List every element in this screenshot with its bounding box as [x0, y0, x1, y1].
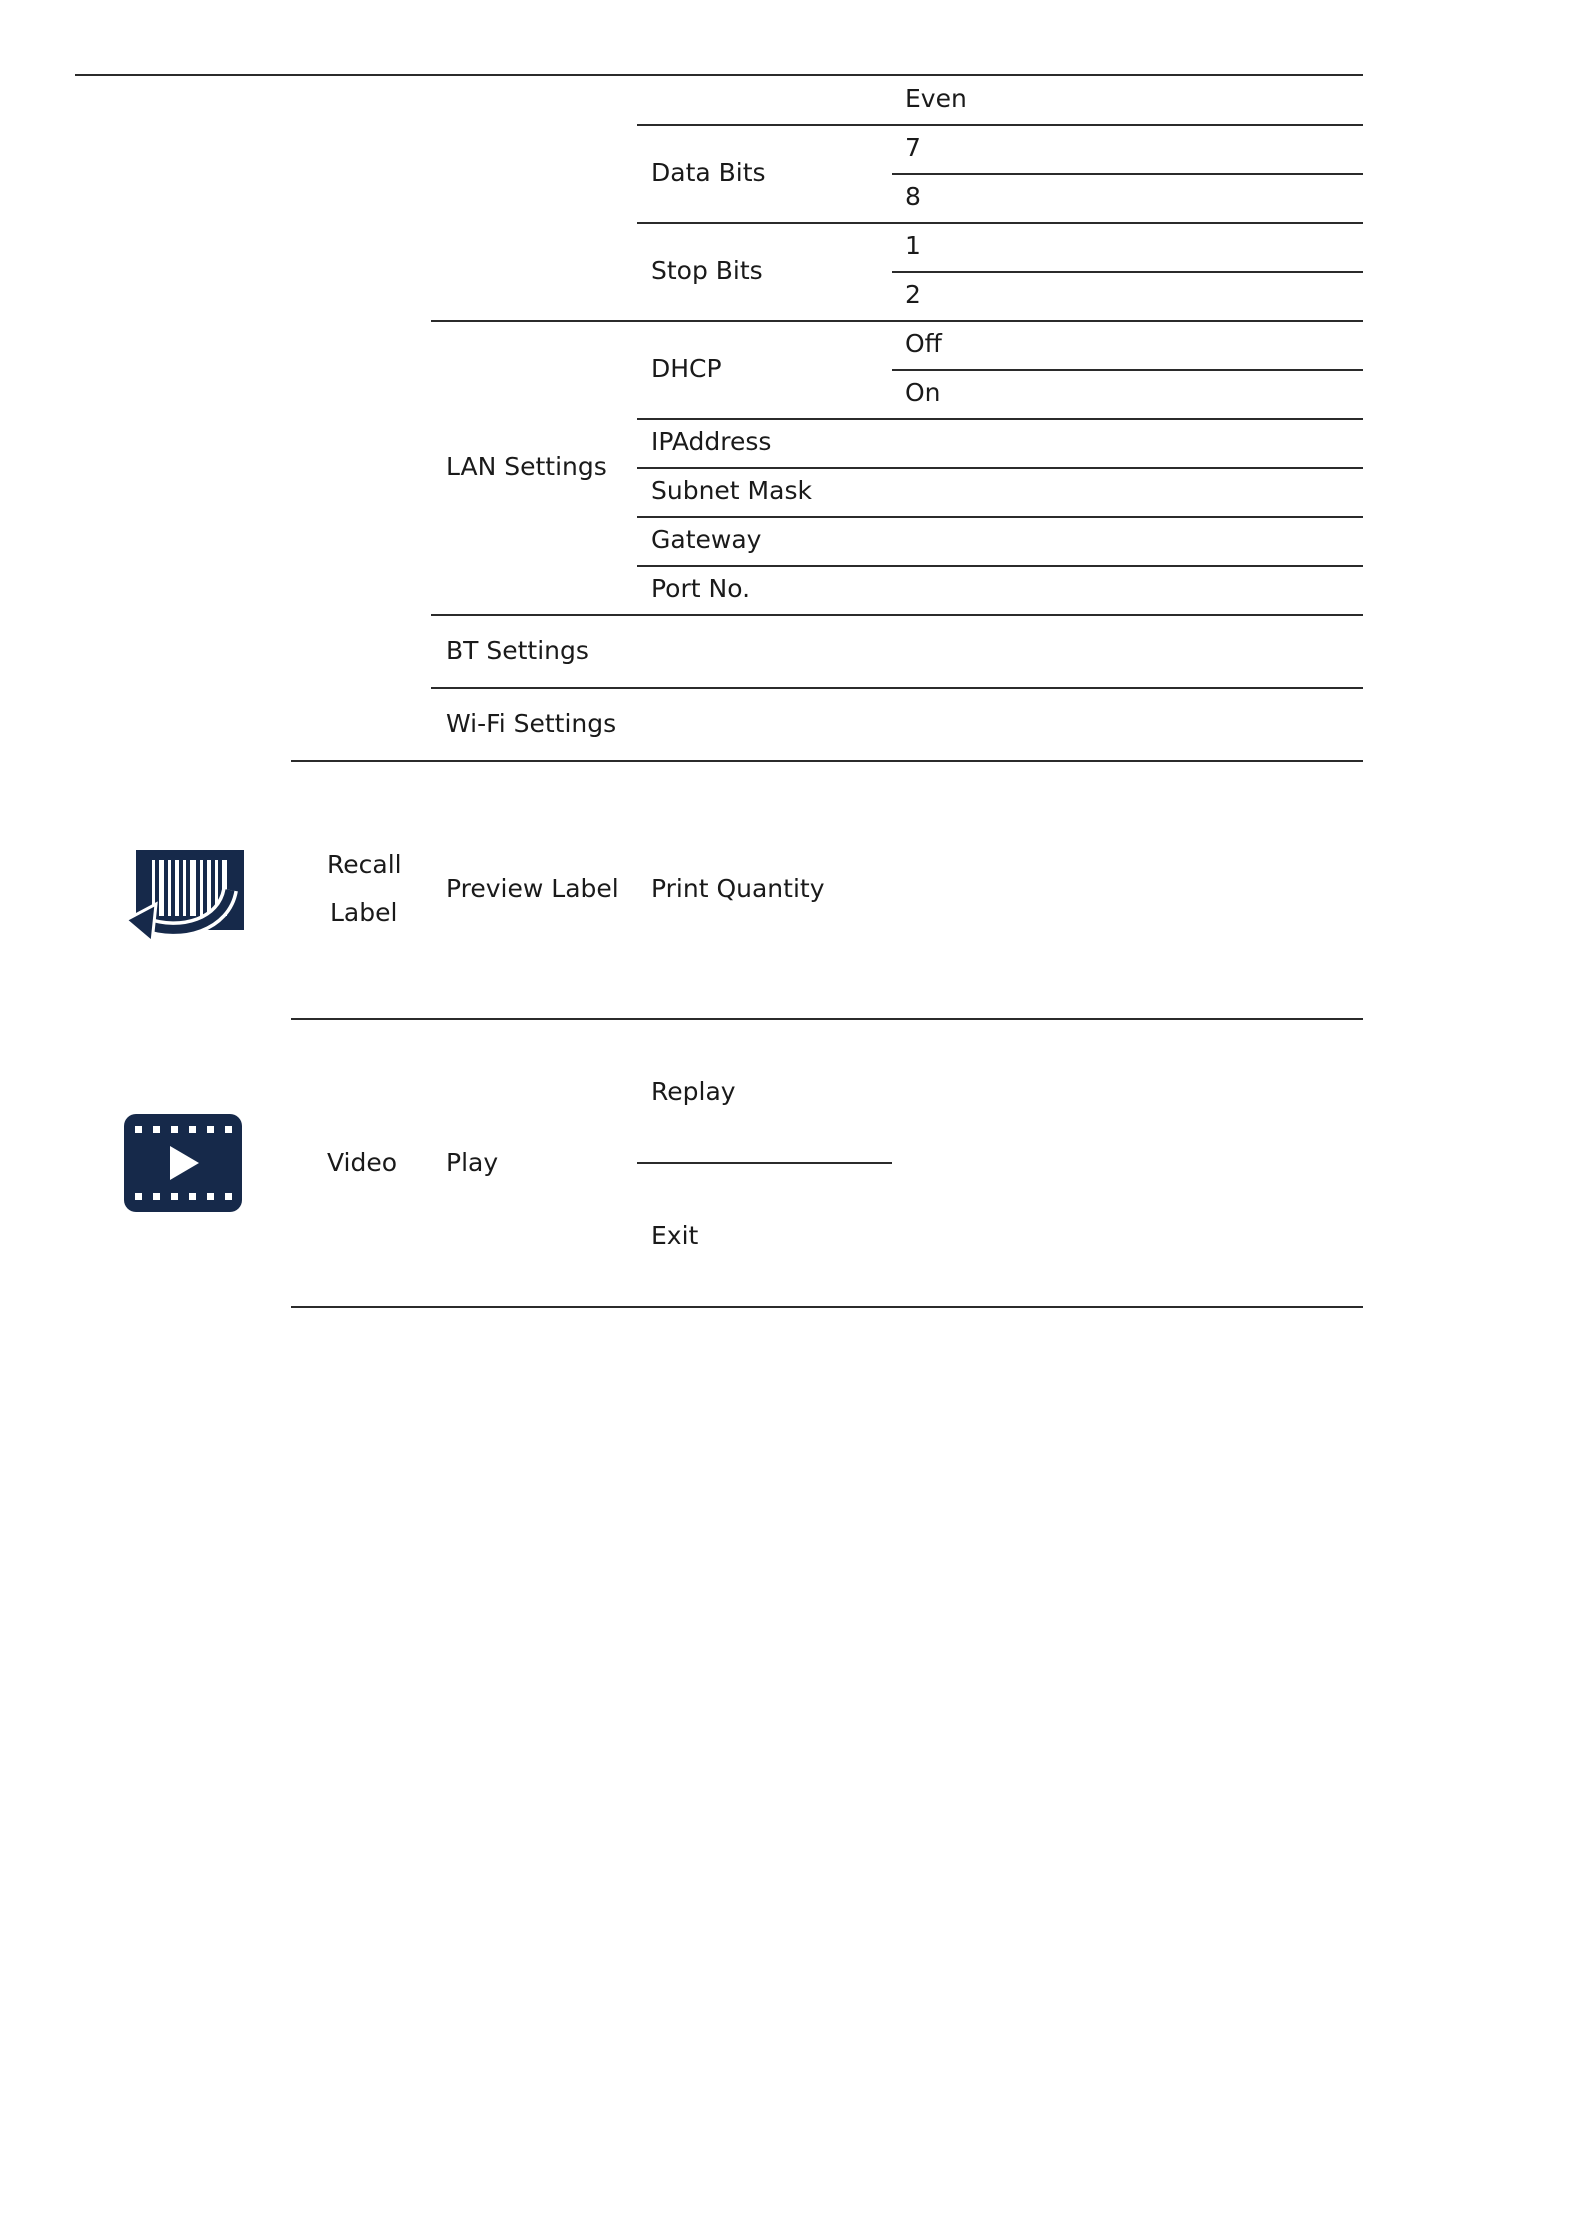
ip-address-label: IPAddress — [651, 427, 772, 456]
gateway-label: Gateway — [651, 525, 762, 554]
stop-bits-option-1: 1 — [905, 231, 921, 260]
recall-label-line1: Recall — [327, 850, 402, 879]
play-label: Play — [446, 1148, 499, 1177]
dhcp-option-on: On — [905, 378, 941, 407]
parity-option-even: Even — [905, 84, 967, 113]
rule-bt-bottom — [431, 687, 1363, 689]
rule-1-bottom — [892, 271, 1363, 273]
recall-label-icon — [122, 846, 246, 946]
rule-subnet-bottom — [637, 516, 1363, 518]
lan-settings-label: LAN Settings — [446, 452, 607, 481]
rule-recall-bottom — [291, 1018, 1363, 1020]
dhcp-option-off: Off — [905, 329, 942, 358]
recall-label-line2: Label — [330, 898, 398, 927]
print-quantity-label: Print Quantity — [651, 874, 825, 903]
rule-stop-bits-bottom — [431, 320, 1363, 322]
video-play-icon — [122, 1112, 244, 1214]
rule-lan-bottom — [431, 614, 1363, 616]
rule-gateway-bottom — [637, 565, 1363, 567]
rule-ip-bottom — [637, 467, 1363, 469]
rule-7-bottom — [892, 173, 1363, 175]
replay-label: Replay — [651, 1077, 736, 1106]
data-bits-option-7: 7 — [905, 133, 921, 162]
rule-data-bits-bottom — [637, 222, 1363, 224]
rule-even-bottom — [637, 124, 1363, 126]
dhcp-label: DHCP — [651, 354, 722, 383]
bt-settings-label: BT Settings — [446, 636, 589, 665]
top-rule — [75, 74, 1363, 76]
rule-replay-bottom — [637, 1162, 892, 1164]
subnet-mask-label: Subnet Mask — [651, 476, 812, 505]
stop-bits-label: Stop Bits — [651, 256, 763, 285]
rule-video-bottom — [291, 1306, 1363, 1308]
data-bits-option-8: 8 — [905, 182, 921, 211]
wifi-settings-label: Wi-Fi Settings — [446, 709, 617, 738]
video-label: Video — [327, 1148, 398, 1177]
exit-label: Exit — [651, 1221, 699, 1250]
rule-off-bottom — [892, 369, 1363, 371]
rule-dhcp-bottom — [637, 418, 1363, 420]
data-bits-label: Data Bits — [651, 158, 766, 187]
preview-label: Preview Label — [446, 874, 619, 903]
port-no-label: Port No. — [651, 574, 751, 603]
stop-bits-option-2: 2 — [905, 280, 921, 309]
rule-wifi-bottom — [291, 760, 1363, 762]
